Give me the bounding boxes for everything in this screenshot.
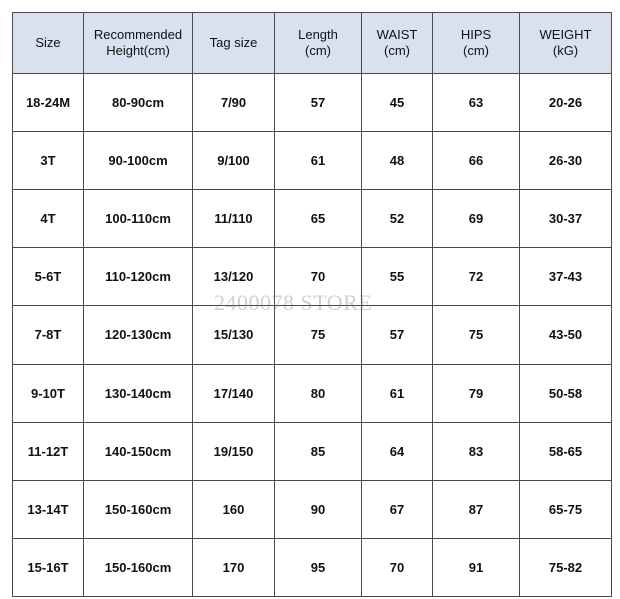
header-recommended-height (84, 13, 193, 74)
header-waist (362, 13, 433, 74)
cell-waist: 52 (362, 190, 433, 248)
cell-hips: 91 (433, 538, 520, 596)
cell-weight: 26-30 (520, 132, 612, 190)
table-row (13, 248, 612, 306)
cell-recommended-height: 120-130cm (84, 306, 193, 364)
table-row (13, 364, 612, 422)
header-recommended-height-line: Height(cm) (106, 43, 170, 58)
table-row (13, 480, 612, 538)
cell-tag-size: 7/90 (193, 74, 275, 132)
cell-waist: 45 (362, 74, 433, 132)
cell-tag-size: 15/130 (193, 306, 275, 364)
cell-recommended-height: 100-110cm (84, 190, 193, 248)
cell-size: 11-12T (13, 422, 84, 480)
cell-waist: 55 (362, 248, 433, 306)
header-weight-line: WEIGHT (539, 27, 592, 42)
cell-hips: 79 (433, 364, 520, 422)
cell-tag-size: 160 (193, 480, 275, 538)
cell-size: 9-10T (13, 364, 84, 422)
header-length (275, 13, 362, 74)
cell-hips: 83 (433, 422, 520, 480)
table-row (13, 538, 612, 596)
cell-waist: 70 (362, 538, 433, 596)
header-row (13, 13, 612, 74)
size-chart-table (12, 12, 612, 597)
cell-recommended-height: 150-160cm (84, 480, 193, 538)
header-tag-size-line: Tag size (209, 35, 258, 50)
header-hips-line: (cm) (463, 43, 489, 58)
cell-waist: 61 (362, 364, 433, 422)
cell-recommended-height: 90-100cm (84, 132, 193, 190)
cell-recommended-height: 80-90cm (84, 74, 193, 132)
cell-tag-size: 13/120 (193, 248, 275, 306)
cell-length: 57 (275, 74, 362, 132)
cell-recommended-height: 130-140cm (84, 364, 193, 422)
cell-tag-size: 11/110 (193, 190, 275, 248)
cell-weight: 30-37 (520, 190, 612, 248)
cell-waist: 64 (362, 422, 433, 480)
cell-tag-size: 9/100 (193, 132, 275, 190)
cell-weight: 43-50 (520, 306, 612, 364)
cell-weight: 50-58 (520, 364, 612, 422)
cell-length: 85 (275, 422, 362, 480)
cell-size: 5-6T (13, 248, 84, 306)
cell-hips: 63 (433, 74, 520, 132)
header-size (13, 13, 84, 74)
table-row (13, 74, 612, 132)
cell-weight: 75-82 (520, 538, 612, 596)
cell-recommended-height: 110-120cm (84, 248, 193, 306)
cell-waist: 67 (362, 480, 433, 538)
cell-hips: 75 (433, 306, 520, 364)
cell-size: 3T (13, 132, 84, 190)
cell-hips: 69 (433, 190, 520, 248)
store-watermark: 2400078 STORE (214, 290, 373, 315)
header-length-line: (cm) (305, 43, 331, 58)
cell-size: 15-16T (13, 538, 84, 596)
cell-length: 75 (275, 306, 362, 364)
header-recommended-height-line: Recommended (93, 27, 183, 42)
header-length-line: Length (298, 27, 338, 42)
cell-length: 80 (275, 364, 362, 422)
table-header (13, 13, 612, 74)
cell-recommended-height: 150-160cm (84, 538, 193, 596)
cell-waist: 48 (362, 132, 433, 190)
cell-tag-size: 17/140 (193, 364, 275, 422)
header-hips-line: HIPS (460, 27, 492, 42)
cell-length: 95 (275, 538, 362, 596)
table-row (13, 190, 612, 248)
cell-size: 18-24M (13, 74, 84, 132)
cell-weight: 37-43 (520, 248, 612, 306)
header-weight (520, 13, 612, 74)
table-row (13, 132, 612, 190)
cell-waist: 57 (362, 306, 433, 364)
table-body (13, 74, 612, 597)
cell-hips: 87 (433, 480, 520, 538)
cell-size: 13-14T (13, 480, 84, 538)
header-tag-size (193, 13, 275, 74)
header-weight-line: (kG) (552, 43, 579, 58)
cell-weight: 65-75 (520, 480, 612, 538)
table-row (13, 422, 612, 480)
header-size-line: Size (35, 35, 61, 50)
cell-recommended-height: 140-150cm (84, 422, 193, 480)
cell-weight: 20-26 (520, 74, 612, 132)
cell-hips: 66 (433, 132, 520, 190)
cell-length: 61 (275, 132, 362, 190)
cell-length: 90 (275, 480, 362, 538)
cell-size: 7-8T (13, 306, 84, 364)
cell-weight: 58-65 (520, 422, 612, 480)
cell-tag-size: 19/150 (193, 422, 275, 480)
cell-tag-size: 170 (193, 538, 275, 596)
cell-length: 70 (275, 248, 362, 306)
table-row (13, 306, 612, 364)
cell-size: 4T (13, 190, 84, 248)
cell-hips: 72 (433, 248, 520, 306)
cell-length: 65 (275, 190, 362, 248)
header-waist-line: (cm) (384, 43, 410, 58)
header-waist-line: WAIST (376, 27, 418, 42)
header-hips (433, 13, 520, 74)
